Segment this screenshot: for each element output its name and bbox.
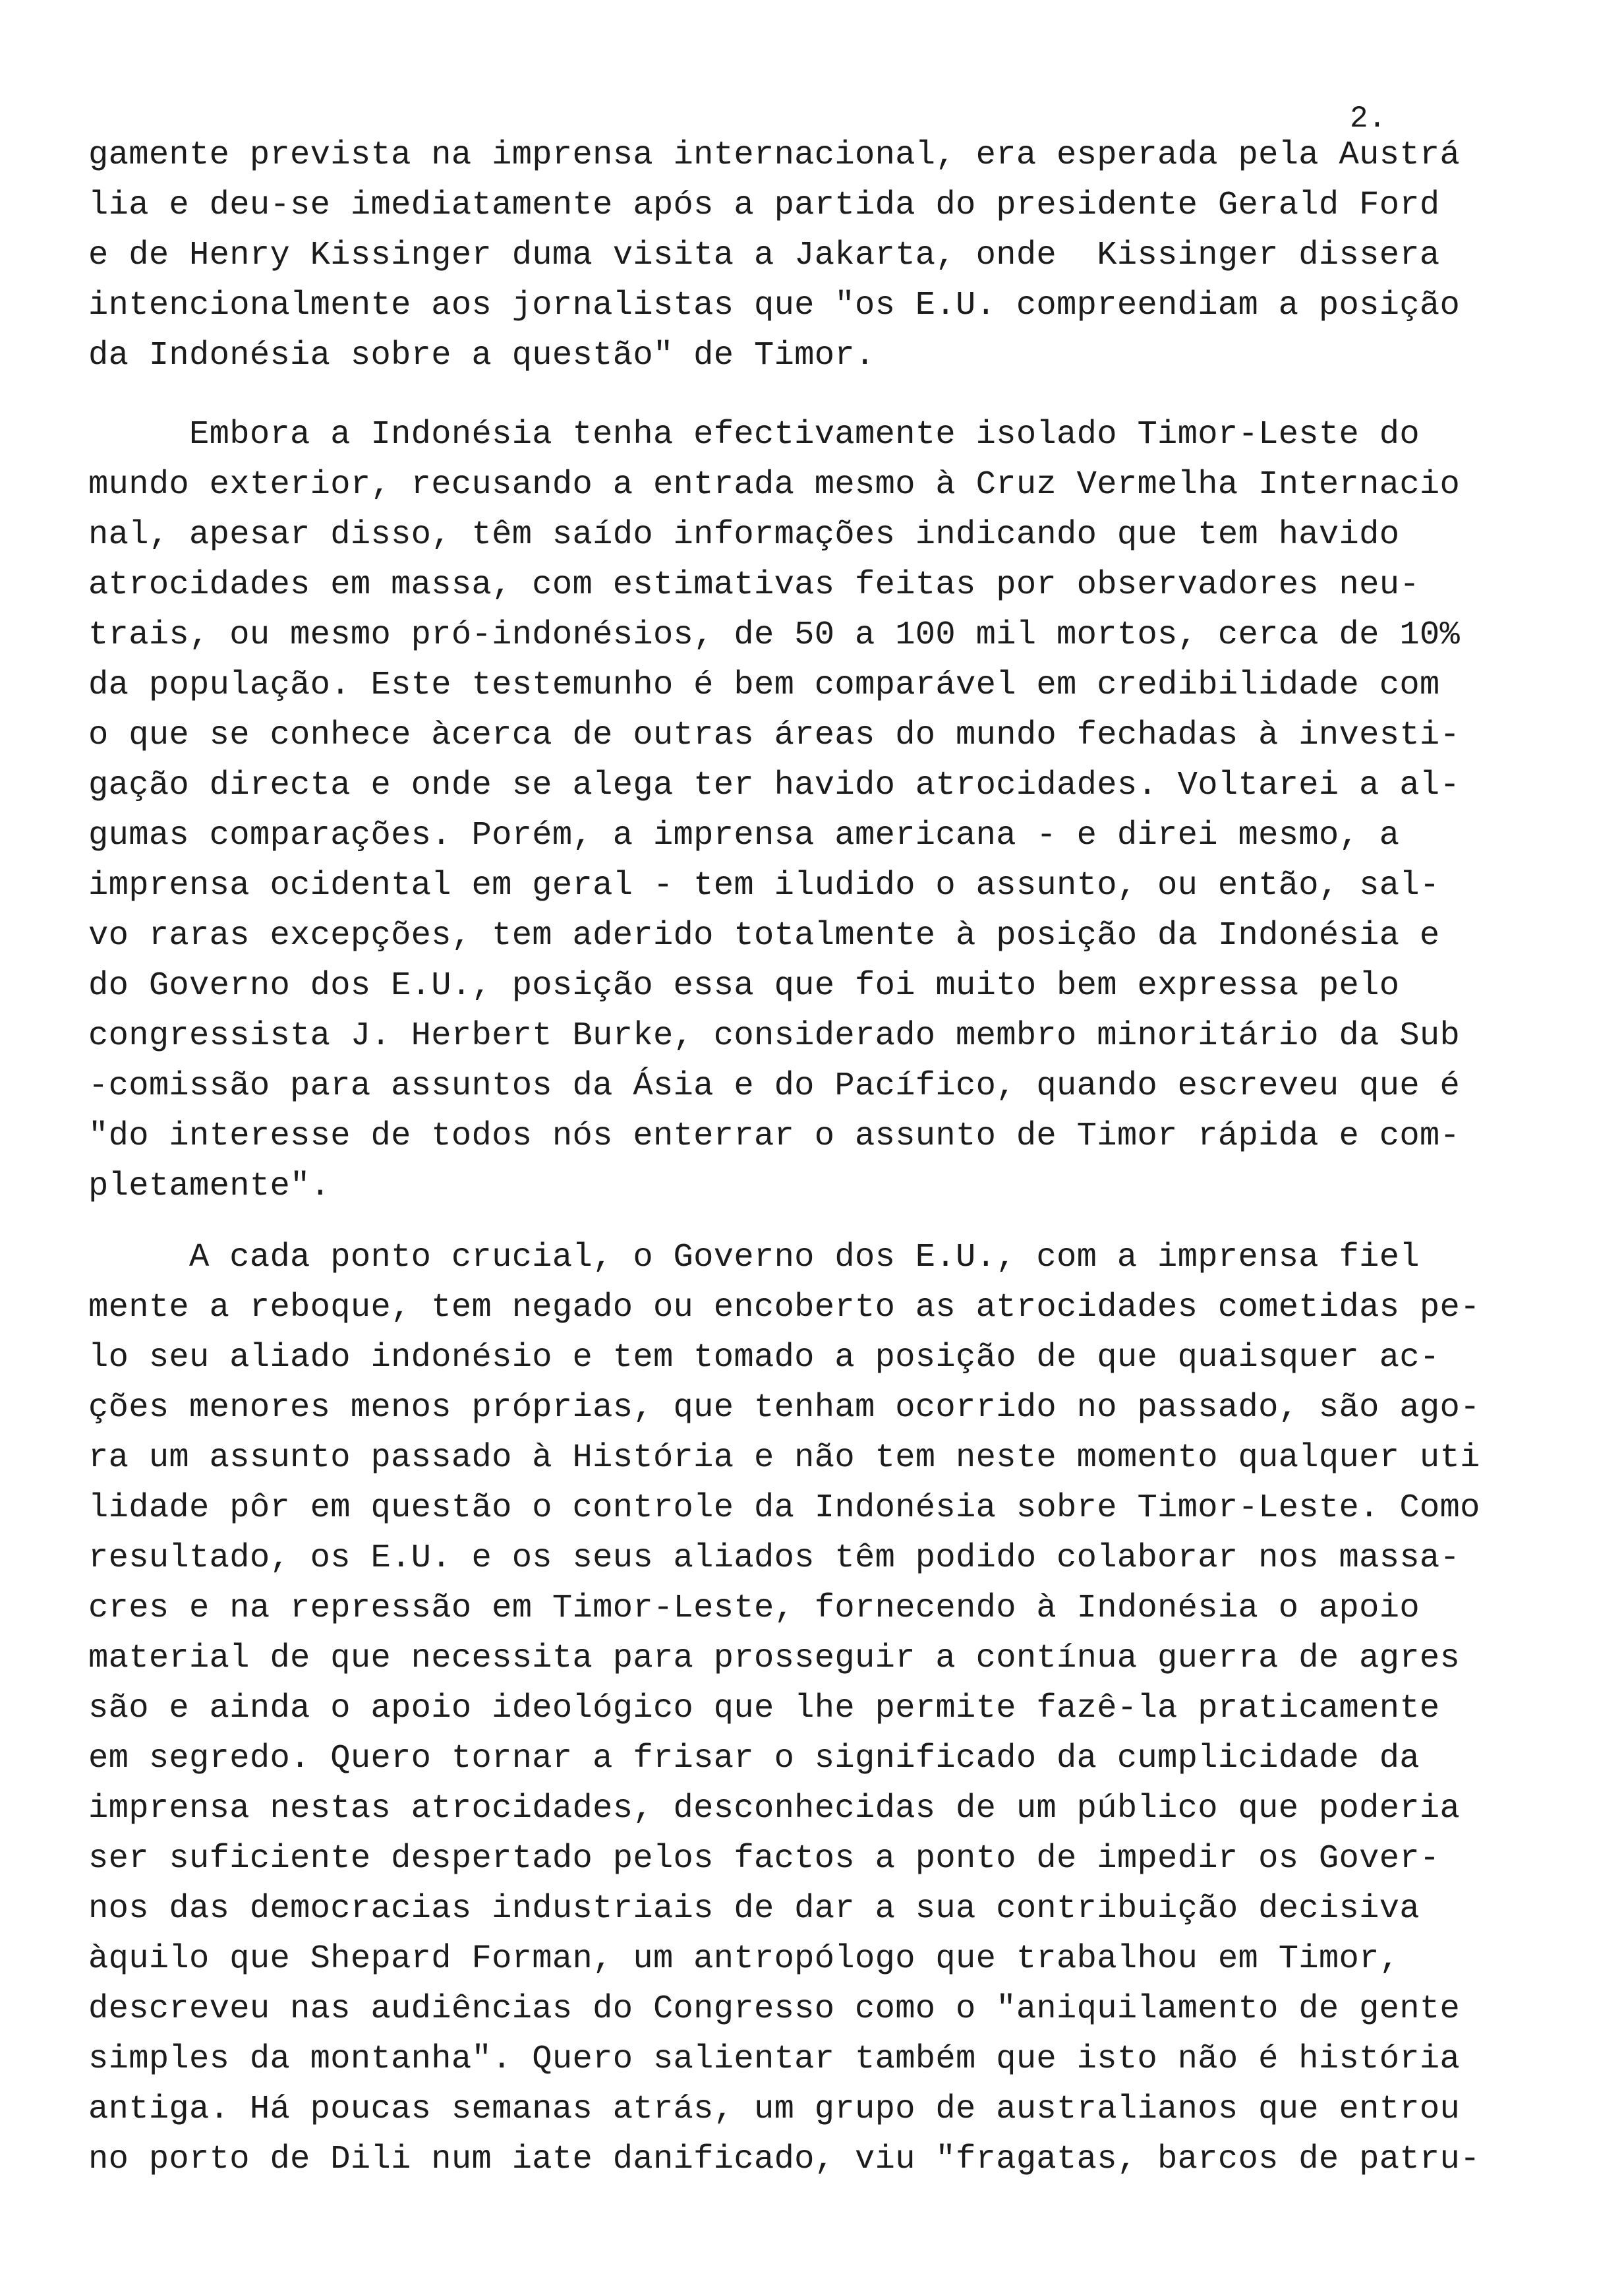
text-line: simples da montanha". Quero salientar também que isto não é história bbox=[88, 2040, 1461, 2078]
paragraph-3 bbox=[88, 1233, 1499, 2185]
text-line: da Indonésia sobre a questão" de Timor. bbox=[88, 337, 875, 374]
text-line: atrocidades em massa, com estimativas feitas por observadores neu- bbox=[88, 566, 1420, 604]
text-line: resultado, os E.U. e os seus aliados têm podido colaborar nos massa- bbox=[88, 1539, 1461, 1577]
text-line: descreveu nas audiências do Congresso como o "aniquilamento de gente bbox=[88, 1990, 1461, 2028]
text-line: lia e deu-se imediatamente após a partida do presidente Gerald Ford bbox=[88, 187, 1440, 224]
text-line: em segredo. Quero tornar a frisar o significado da cumplicidade da bbox=[88, 1740, 1420, 1777]
text-line: congressista J. Herbert Burke, considerado membro minoritário da Sub bbox=[88, 1017, 1461, 1055]
text-line: -comissão para assuntos da Ásia e do Pacífico, quando escreveu que é bbox=[88, 1067, 1461, 1105]
text-line: vo raras excepções, tem aderido totalmente à posição da Indonésia e bbox=[88, 917, 1440, 955]
text-line: o que se conhece àcerca de outras áreas do mundo fechadas à investi- bbox=[88, 717, 1461, 754]
text-line: antiga. Há poucas semanas atrás, um grupo de australianos que entrou bbox=[88, 2091, 1461, 2128]
text-line: trais, ou mesmo pró-indonésios, de 50 a 100 mil mortos, cerca de 10% bbox=[88, 616, 1461, 654]
paragraph-1 bbox=[88, 131, 1499, 381]
text-line: imprensa nestas atrocidades, desconhecidas de um público que poderia bbox=[88, 1790, 1461, 1828]
text-line: no porto de Dili num iate danificado, viu "fragatas, barcos de patru- bbox=[88, 2141, 1480, 2178]
text-line: ra um assunto passado à História e não tem neste momento qualquer uti bbox=[88, 1439, 1480, 1477]
text-line: Embora a Indonésia tenha efectivamente isolado Timor-Leste do bbox=[88, 416, 1420, 454]
text-line: A cada ponto crucial, o Governo dos E.U., com a imprensa fiel bbox=[88, 1239, 1420, 1276]
text-line: pletamente". bbox=[88, 1168, 331, 1205]
text-line: gamente prevista na imprensa internacional, era esperada pela Austrá bbox=[88, 136, 1461, 174]
text-line: nos das democracias industriais de dar a sua contribuição decisiva bbox=[88, 1890, 1420, 1928]
paragraph-2 bbox=[88, 410, 1499, 1212]
text-line: material de que necessita para prosseguir a contínua guerra de agres bbox=[88, 1640, 1461, 1677]
text-line: nal, apesar disso, têm saído informações indicando que tem havido bbox=[88, 516, 1400, 554]
text-line: lidade pôr em questão o controle da Indonésia sobre Timor-Leste. Como bbox=[88, 1489, 1480, 1527]
text-line: do Governo dos E.U., posição essa que foi muito bem expressa pelo bbox=[88, 967, 1400, 1005]
text-line: cres e na repressão em Timor-Leste, fornecendo à Indonésia o apoio bbox=[88, 1590, 1420, 1627]
text-line: àquilo que Shepard Forman, um antropólogo que trabalhou em Timor, bbox=[88, 1940, 1400, 1978]
text-line: são e ainda o apoio ideológico que lhe permite fazê-la praticamente bbox=[88, 1690, 1440, 1727]
text-line: "do interesse de todos nós enterrar o assunto de Timor rápida e com- bbox=[88, 1117, 1461, 1155]
text-line: mundo exterior, recusando a entrada mesmo à Cruz Vermelha Internacio bbox=[88, 466, 1461, 504]
text-line: ser suficiente despertado pelos factos a ponto de impedir os Gover- bbox=[88, 1840, 1440, 1878]
text-line: ções menores menos próprias, que tenham ocorrido no passado, são ago- bbox=[88, 1389, 1480, 1427]
text-line: imprensa ocidental em geral - tem iludido o assunto, ou então, sal- bbox=[88, 867, 1440, 905]
page-number: 2. bbox=[1350, 102, 1387, 136]
text-line: intencionalmente aos jornalistas que "os E.U. compreendiam a posição bbox=[88, 287, 1461, 324]
text-line: gação directa e onde se alega ter havido atrocidades. Voltarei a al- bbox=[88, 767, 1461, 804]
text-line: gumas comparações. Porém, a imprensa americana - e direi mesmo, a bbox=[88, 817, 1400, 854]
text-line: mente a reboque, tem negado ou encoberto as atrocidades cometidas pe- bbox=[88, 1289, 1480, 1326]
text-line: lo seu aliado indonésio e tem tomado a posição de que quaisquer ac- bbox=[88, 1339, 1440, 1377]
text-line: da população. Este testemunho é bem comparável em credibilidade com bbox=[88, 667, 1440, 704]
text-line: e de Henry Kissinger duma visita a Jakarta, onde Kissinger dissera bbox=[88, 237, 1440, 274]
